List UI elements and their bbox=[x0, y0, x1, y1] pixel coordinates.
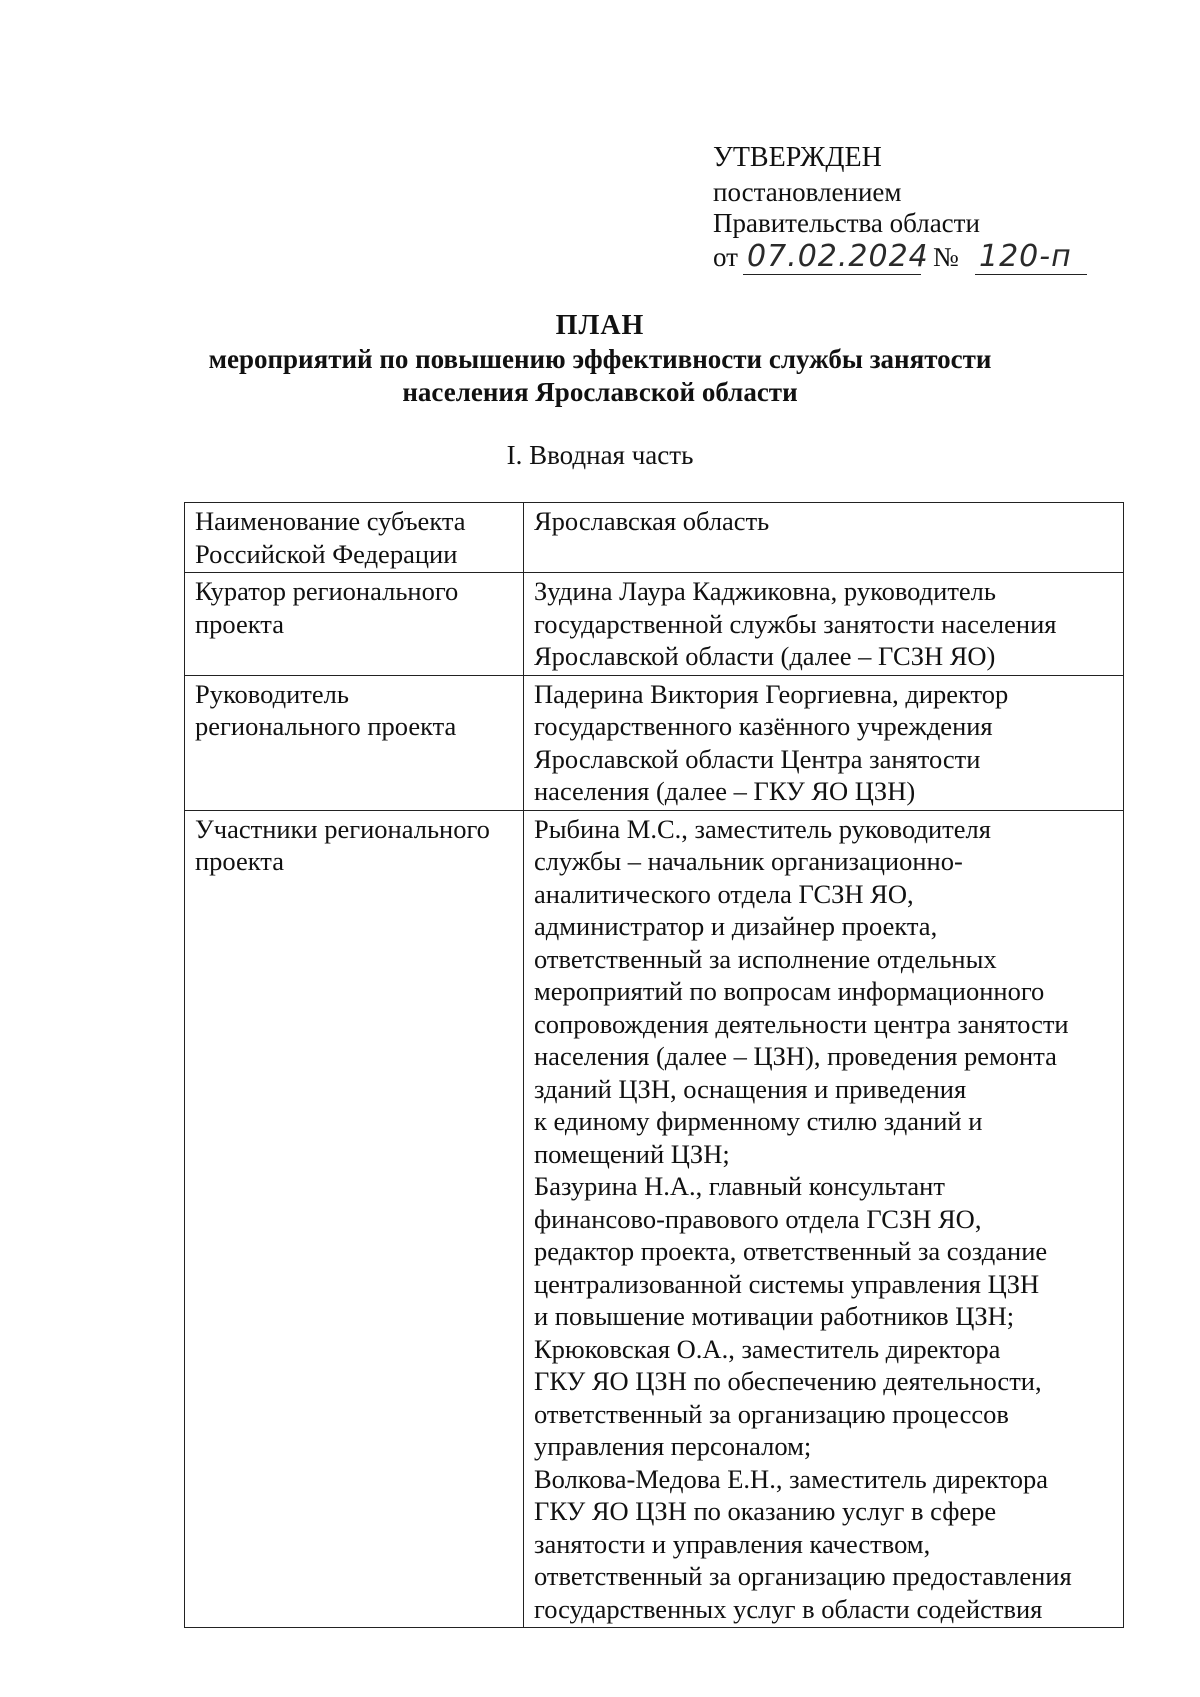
table-row bbox=[185, 810, 1124, 1628]
row-value-line: мероприятий по вопросам информационного bbox=[534, 976, 1045, 1006]
row-label-line: Наименование субъекта bbox=[195, 506, 466, 536]
plan-title: ПЛАН bbox=[555, 310, 645, 341]
row-value-line: к единому фирменному стилю зданий и bbox=[534, 1106, 983, 1136]
row-value-line: ГКУ ЯО ЦЗН по обеспечению деятельности, bbox=[534, 1366, 1042, 1396]
row-value-line: Ярославской области Центра занятости bbox=[534, 743, 981, 774]
row-value-line: редактор проекта, ответственный за создание bbox=[534, 1236, 1048, 1266]
approval-stamp-block bbox=[713, 142, 1072, 279]
row-label-line: регионального проекта bbox=[195, 711, 457, 741]
row-value-line: Ярославской области (далее – ГСЗН ЯО) bbox=[534, 641, 996, 671]
row-value-line: службы – начальник организационно- bbox=[534, 846, 963, 876]
approval-title: УТВЕРЖДЕН bbox=[713, 142, 882, 173]
row-value-line: Базурина Н.А., главный консультант bbox=[534, 1171, 945, 1201]
row-value-line: занятости и управления качеством, bbox=[534, 1528, 931, 1559]
handwritten-number: 120-п bbox=[975, 240, 1087, 275]
row-value-line: Рыбина М.С., заместитель руководителя bbox=[534, 813, 991, 844]
row-value-line: администратор и дизайнер проекта, bbox=[534, 911, 938, 941]
table-row bbox=[185, 675, 1124, 810]
row-label-cell bbox=[185, 675, 524, 810]
row-value-line: государственной службы занятости населения bbox=[534, 608, 1057, 639]
row-value-line: помещений ЦЗН; bbox=[534, 1138, 730, 1169]
row-value-line: Крюковская О.А., заместитель директора bbox=[534, 1333, 1001, 1364]
row-value-line: ответственный за исполнение отдельных bbox=[534, 943, 997, 974]
row-value-line: аналитического отдела ГСЗН ЯО, bbox=[534, 878, 914, 909]
plan-subtitle-line-1: мероприятий по повышению эффективности службы занятости bbox=[208, 344, 992, 374]
row-value-cell bbox=[524, 573, 1124, 676]
section-title: I. Вводная часть bbox=[506, 440, 694, 470]
row-value-cell bbox=[524, 675, 1124, 810]
row-value-line: и повышение мотивации работников ЦЗН; bbox=[534, 1301, 1015, 1331]
number-prefix: № bbox=[933, 242, 959, 272]
row-label-cell bbox=[185, 503, 524, 573]
row-value-line: финансово-правового отдела ГСЗН ЯО, bbox=[534, 1203, 982, 1234]
row-value-line: ответственный за организацию предоставления bbox=[534, 1561, 1072, 1591]
handwritten-date: 07.02.2024 bbox=[743, 240, 921, 275]
row-label-line: Куратор регионального bbox=[195, 576, 459, 606]
row-label-line: Российской Федерации bbox=[195, 538, 458, 569]
row-label-cell bbox=[185, 810, 524, 1628]
row-label-line: проекта bbox=[195, 608, 284, 639]
row-value-cell bbox=[524, 503, 1124, 573]
row-value-line: ГКУ ЯО ЦЗН по оказанию услуг в сфере bbox=[534, 1496, 997, 1526]
approval-line-government: Правительства области bbox=[713, 208, 980, 238]
row-value-line: государственного казённого учреждения bbox=[534, 711, 993, 741]
plan-subtitle-line-2: населения Ярославской области bbox=[402, 377, 798, 407]
row-value-line: Ярославская область bbox=[534, 506, 770, 536]
row-value-line: Волкова-Медова Е.Н., заместитель директора bbox=[534, 1463, 1048, 1494]
table-row bbox=[185, 573, 1124, 676]
row-label-line: проекта bbox=[195, 846, 284, 876]
row-value-line: зданий ЦЗН, оснащения и приведения bbox=[534, 1073, 967, 1104]
intro-table bbox=[184, 502, 1124, 1628]
row-value-line: населения (далее – ЦЗН), проведения ремонта bbox=[534, 1041, 1057, 1071]
row-value-cell bbox=[524, 810, 1124, 1628]
row-value-line: населения (далее – ГКУ ЯО ЦЗН) bbox=[534, 776, 916, 806]
approval-line-resolution: постановлением bbox=[713, 177, 902, 207]
date-prefix: от bbox=[713, 242, 738, 272]
row-value-line: Зудина Лаура Каджиковна, руководитель bbox=[534, 576, 996, 606]
table-row bbox=[185, 503, 1124, 573]
approval-date-number-line bbox=[713, 239, 1072, 279]
row-value-line: государственных услуг в области содействия bbox=[534, 1593, 1043, 1624]
row-value-line: Падерина Виктория Георгиевна, директор bbox=[534, 678, 1009, 709]
row-label-cell bbox=[185, 573, 524, 676]
row-label-line: Руководитель bbox=[195, 678, 349, 709]
row-value-line: ответственный за организацию процессов bbox=[534, 1398, 1009, 1429]
row-value-line: сопровождения деятельности центра занятости bbox=[534, 1008, 1069, 1039]
row-value-line: централизованной системы управления ЦЗН bbox=[534, 1268, 1040, 1299]
row-label-line: Участники регионального bbox=[195, 813, 490, 844]
row-value-line: управления персоналом; bbox=[534, 1431, 812, 1461]
